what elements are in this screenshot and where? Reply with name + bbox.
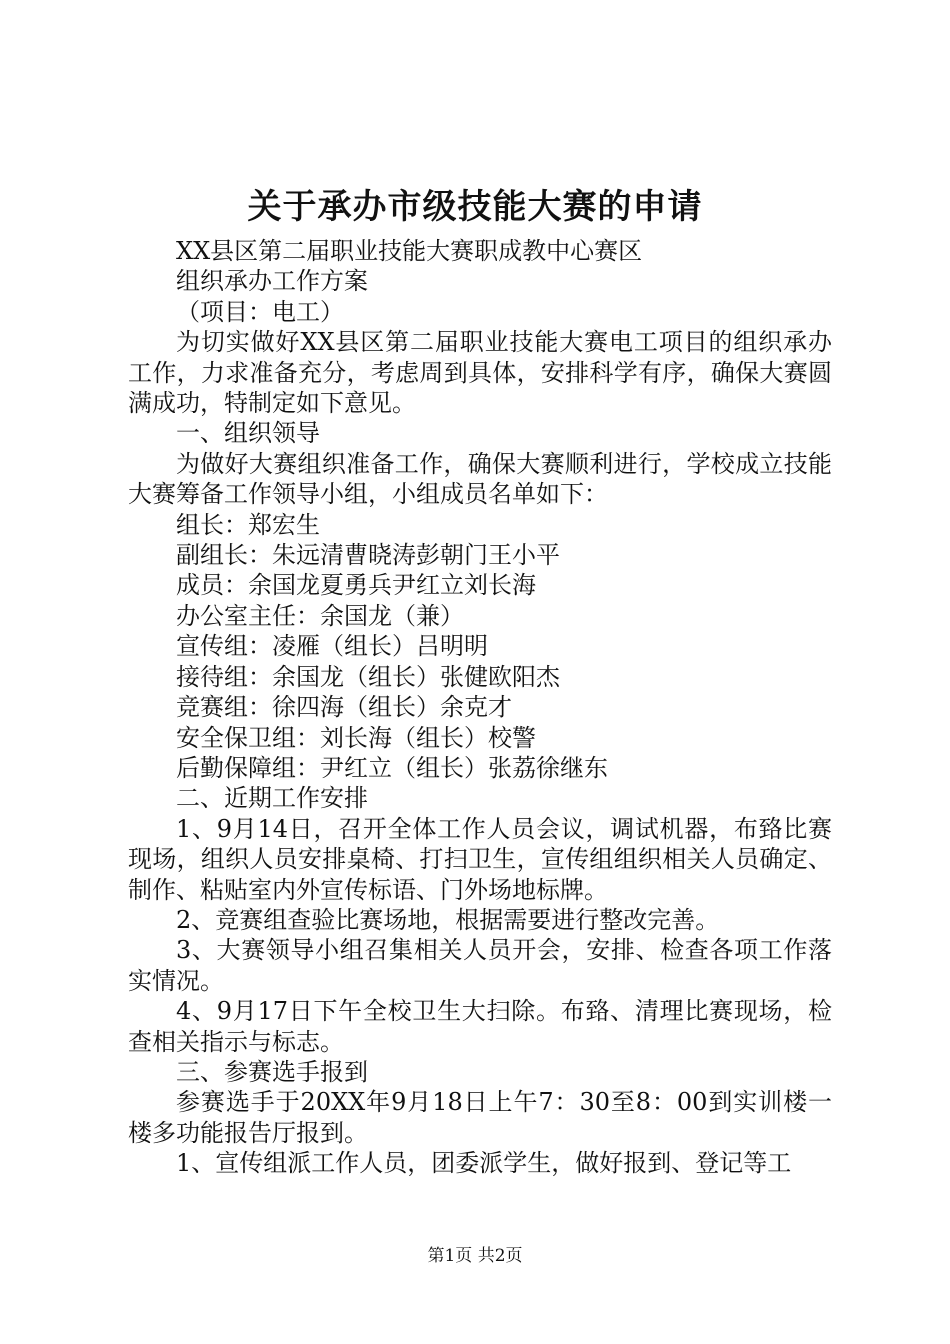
document-body	[128, 236, 832, 1179]
page-footer: 第1页 共2页	[427, 1246, 523, 1266]
paragraph-leadership: 为做好大赛组织准备工作，确保大赛顺利进行，学校成立技能大赛筹备工作领导小组，小组成员名单如下：	[128, 449, 832, 509]
group-logistics: 后勤保障组：尹红立（组长）张荔徐继东	[176, 753, 608, 782]
member-list: 成员：余国龙夏勇兵尹红立刘长海	[176, 571, 536, 600]
group-publicity: 宣传组：凌雁（组长）吕明明	[176, 632, 488, 661]
schedule-item-4: 4、9月17日下午全校卫生大扫除。布臵、清理比赛现场，检查相关指示与标志。	[128, 997, 832, 1056]
schedule-item-2: 2、竞赛组查验比赛场地，根据需要进行整改完善。	[176, 905, 720, 934]
paragraph-intro: 为切实做好XX县区第二届职业技能大赛电工项目的组织承办工作，力求准备充分，考虑周到具体，安排科学有序，确保大赛圆满成功，特制定如下意见。	[128, 328, 832, 418]
group-competition: 竞赛组：徐四海（组长）余克才	[176, 693, 512, 722]
document-title: 关于承办市级技能大赛的申请	[247, 187, 703, 227]
paragraph-venue: XX县区第二届职业技能大赛职成教中心赛区	[176, 237, 643, 265]
registration-item-1: 1、宣传组派工作人员，团委派学生，做好报到、登记等工	[176, 1149, 792, 1178]
schedule-item-3: 3、大赛领导小组召集相关人员开会，安排、检查各项工作落实情况。	[128, 936, 832, 995]
group-security: 安全保卫组：刘长海（组长）校警	[176, 723, 536, 752]
paragraph-plan-title: 组织承办工作方案	[176, 267, 368, 296]
group-reception: 接待组：余国龙（组长）张健欧阳杰	[176, 662, 560, 691]
member-office: 办公室主任：余国龙（兼）	[176, 601, 464, 630]
schedule-item-1: 1、9月14日，召开全体工作人员会议，调试机器，布臵比赛现场，组织人员安排桌椅、打扫卫生，宣传组组织相关人员确定、制作、粘贴室内外宣传标语、门外场地标牌。	[128, 814, 832, 904]
section-heading-3: 三、参赛选手报到	[176, 1057, 368, 1086]
member-deputy: 副组长：朱远清曹晓涛彭朝门王小平	[176, 541, 560, 570]
paragraph-registration: 参赛选手于20XX年9月18日上午7：30至8：00到实训楼一楼多功能报告厅报到。	[128, 1088, 832, 1147]
section-heading-2: 二、近期工作安排	[176, 784, 368, 813]
paragraph-project: （项目：电工）	[176, 297, 344, 326]
section-heading-1: 一、组织领导	[176, 419, 320, 448]
member-leader: 组长：郑宏生	[176, 510, 320, 539]
